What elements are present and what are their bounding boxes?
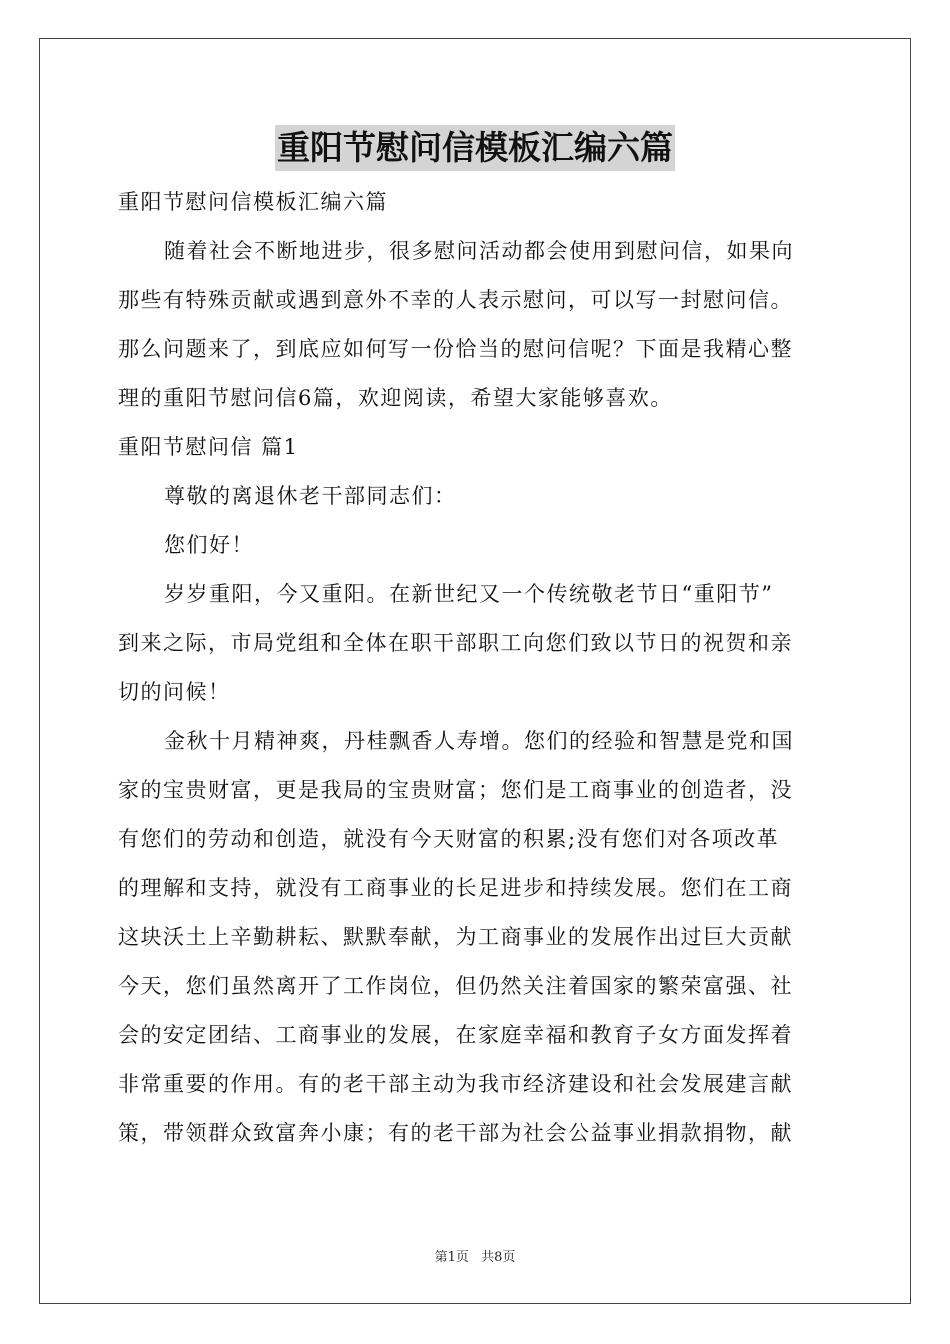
text-line: 到来之际，市局党组和全体在职干部职工向您们致以节日的祝贺和亲 <box>118 631 793 655</box>
text-line: 随着社会不断地进步，很多慰问活动都会使用到慰问信，如果向 <box>164 239 794 263</box>
page-number-current: 第1页 <box>434 1250 469 1265</box>
text-line: 家的宝贵财富，更是我局的宝贵财富；您们是工商事业的创造者，没 <box>118 778 793 802</box>
text-line: 策，带领群众致富奔小康；有的老干部为社会公益事业捐款捐物，献 <box>118 1121 793 1145</box>
text-line: 重阳节慰问信 篇1 <box>118 435 299 459</box>
text-line: 您们好！ <box>164 533 254 557</box>
document-title: 重阳节慰问信模板汇编六篇 <box>275 125 675 171</box>
title-container <box>0 125 950 171</box>
text-line: 这块沃土上辛勤耕耘、默默奉献，为工商事业的发展作出过巨大贡献 <box>118 925 793 949</box>
text-line: 金秋十月精神爽，丹桂飘香人寿增。您们的经验和智慧是党和国 <box>164 729 794 753</box>
page-footer <box>0 1246 950 1265</box>
text-line: 今天，您们虽然离开了工作岗位，但仍然关注着国家的繁荣富强、社 <box>118 974 793 998</box>
text-line: 的理解和支持，就没有工商事业的长足进步和持续发展。您们在工商 <box>118 876 793 900</box>
text-line: 尊敬的离退休老干部同志们： <box>164 484 457 508</box>
text-line: 重阳节慰问信模板汇编六篇 <box>118 190 388 214</box>
document-body <box>118 178 838 1158</box>
page-number-total: 共8页 <box>481 1250 516 1265</box>
text-line: 有您们的劳动和创造，就没有今天财富的积累;没有您们对各项改革 <box>118 827 780 851</box>
text-line: 切的问候！ <box>118 680 231 704</box>
text-line: 理的重阳节慰问信6篇，欢迎阅读，希望大家能够喜欢。 <box>118 386 673 410</box>
text-line: 那么问题来了，到底应如何写一份恰当的慰问信呢？下面是我精心整 <box>118 337 793 361</box>
text-line: 非常重要的作用。有的老干部主动为我市经济建设和社会发展建言献 <box>118 1072 793 1096</box>
text-line: 会的安定团结、工商事业的发展，在家庭幸福和教育子女方面发挥着 <box>118 1023 793 1047</box>
text-line: 岁岁重阳，今又重阳。在新世纪又一个传统敬老节日“重阳节” <box>164 582 774 606</box>
text-line: 那些有特殊贡献或遇到意外不幸的人表示慰问，可以写一封慰问信。 <box>118 288 793 312</box>
